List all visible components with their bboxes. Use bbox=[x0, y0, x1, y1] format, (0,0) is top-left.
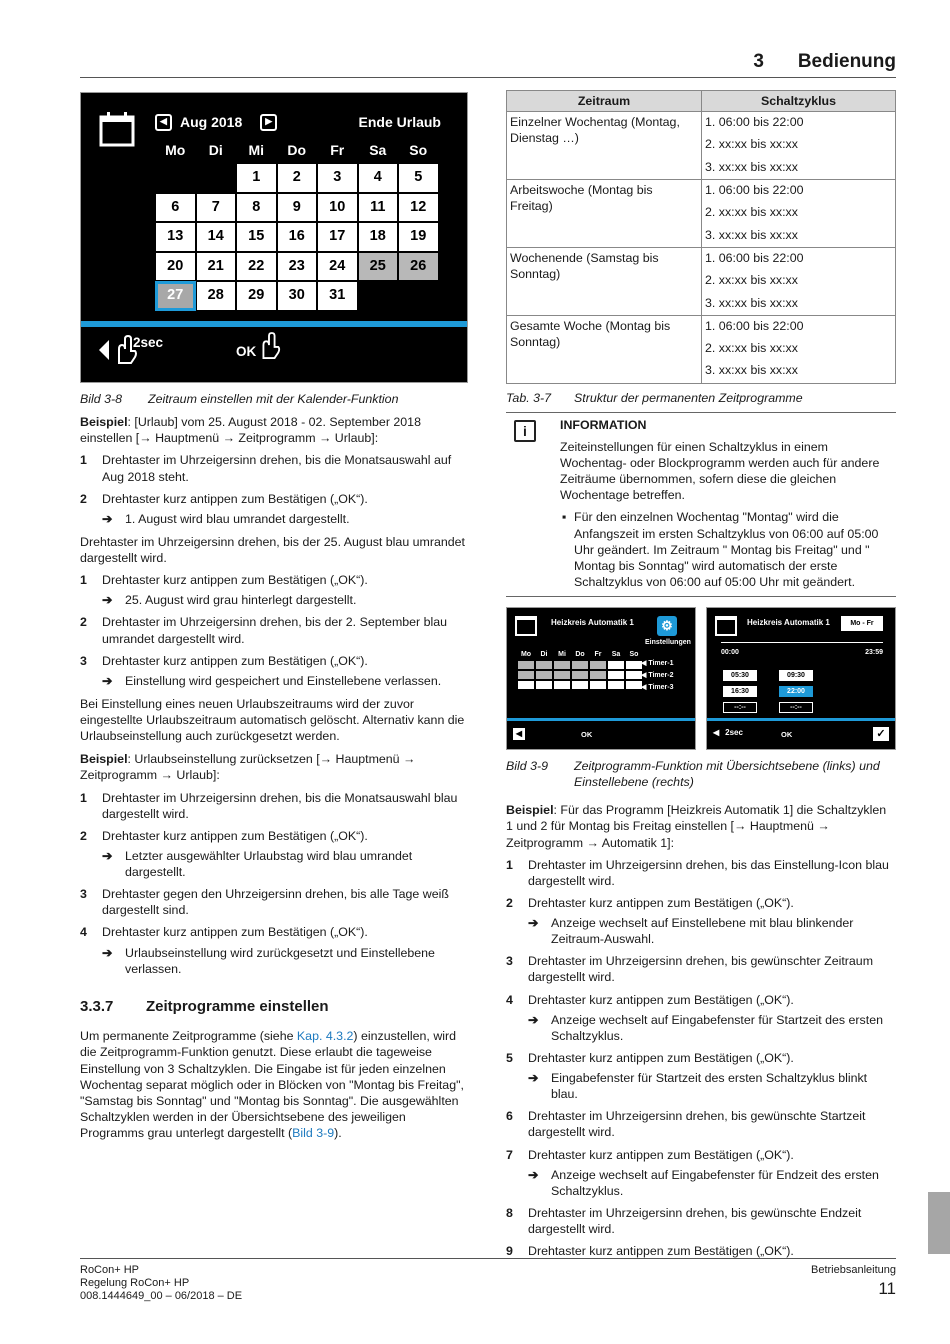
result-arrow-icon: ➔ bbox=[528, 916, 539, 931]
example-lead: Beispiel bbox=[506, 803, 554, 818]
step-text: Drehtaster im Uhrzeigersinn drehen, bis die Monatsauswahl auf Aug 2018 steht. bbox=[102, 453, 452, 484]
calendar-day[interactable]: 6 bbox=[155, 193, 196, 223]
empty-cell bbox=[398, 281, 439, 311]
calendar-day[interactable]: 29 bbox=[236, 281, 277, 311]
cycle-line: 3. xx:xx bis xx:xx bbox=[705, 295, 798, 310]
cycle3-end[interactable]: --:-- bbox=[779, 702, 813, 713]
information-box bbox=[506, 412, 896, 597]
calendar-day[interactable]: 20 bbox=[155, 252, 196, 282]
step-number: 3 bbox=[80, 887, 87, 902]
calendar-day[interactable]: 4 bbox=[358, 163, 399, 193]
step-text: Drehtaster im Uhrzeigersinn drehen, bis das Einstellung-Icon blau dargestellt wird. bbox=[528, 857, 889, 888]
calendar-day[interactable]: 22 bbox=[236, 252, 277, 282]
timer-item[interactable]: ◀ Timer-2 bbox=[641, 672, 674, 680]
screen-title: Heizkreis Automatik 1 bbox=[551, 618, 634, 628]
calendar-day[interactable]: 15 bbox=[236, 222, 277, 252]
schedule-table bbox=[506, 90, 896, 384]
step-item bbox=[506, 1050, 896, 1066]
example-lead: Beispiel bbox=[80, 752, 128, 767]
info-body bbox=[560, 417, 896, 590]
step-item bbox=[506, 1147, 896, 1163]
calendar-day[interactable]: 1 bbox=[236, 163, 277, 193]
back-arrow-icon[interactable]: ◀ bbox=[513, 728, 525, 740]
text: ). bbox=[334, 1126, 342, 1140]
step-text: Drehtaster kurz antippen zum Bestätigen („OK“). bbox=[528, 1050, 794, 1065]
step-text: Drehtaster kurz antippen zum Bestätigen („OK“). bbox=[528, 1244, 794, 1259]
prev-month-icon[interactable]: ◀ bbox=[155, 114, 172, 131]
program-icon bbox=[515, 616, 537, 636]
step-text: Drehtaster kurz antippen zum Bestätigen („OK“). bbox=[102, 828, 368, 843]
calendar-day[interactable]: 11 bbox=[358, 193, 399, 223]
info-icon: i bbox=[514, 420, 536, 442]
footer-doctype: Betriebsanleitung bbox=[810, 1264, 896, 1276]
result-text: 25. August wird grau hinterlegt dargestellt. bbox=[125, 593, 357, 608]
step-text: Drehtaster im Uhrzeigersinn drehen, bis gewünschte Endzeit dargestellt wird. bbox=[528, 1205, 862, 1237]
check-icon[interactable]: ✓ bbox=[873, 727, 889, 741]
calendar-day[interactable]: 31 bbox=[317, 281, 358, 311]
footer-subtitle: Regelung RoCon+ HP bbox=[80, 1277, 190, 1290]
result-arrow-icon: ➔ bbox=[102, 945, 113, 960]
chapter-tab-marker bbox=[928, 1192, 950, 1254]
step-number: 2 bbox=[80, 615, 87, 630]
calendar-day[interactable]: 7 bbox=[196, 193, 237, 223]
steps-list bbox=[506, 857, 896, 1260]
step-number: 7 bbox=[506, 1147, 513, 1162]
weekday-header bbox=[517, 650, 643, 659]
hand-press-icon bbox=[256, 331, 282, 361]
calendar-day[interactable]: 17 bbox=[317, 222, 358, 252]
step-number: 5 bbox=[506, 1050, 513, 1065]
empty-cell bbox=[358, 281, 399, 311]
result-arrow-icon: ➔ bbox=[102, 593, 113, 608]
settings-screen bbox=[706, 607, 896, 750]
calendar-screen bbox=[80, 92, 468, 383]
step-text: Drehtaster gegen den Uhrzeigersinn drehen, bis alle Tage weiß dargestellt sind. bbox=[102, 887, 449, 918]
step-result bbox=[506, 915, 896, 947]
screen-footer bbox=[513, 728, 525, 740]
example-lead: Beispiel bbox=[80, 415, 128, 430]
result-text: Eingabefenster für Startzeit des ersten Schaltzyklus blinkt blau. bbox=[551, 1071, 868, 1102]
period-cell: Gesamte Woche (Montag bis Sonntag) bbox=[507, 315, 702, 383]
step-item bbox=[80, 886, 470, 918]
calendar-day[interactable]: 8 bbox=[236, 193, 277, 223]
calendar-day[interactable]: 3 bbox=[317, 163, 358, 193]
timer-item[interactable]: ◀ Timer-1 bbox=[641, 660, 674, 668]
cycle2-start[interactable]: 16:30 bbox=[723, 686, 757, 697]
calendar-day[interactable]: 21 bbox=[196, 252, 237, 282]
steps-list bbox=[80, 572, 470, 689]
time-axis bbox=[721, 642, 883, 643]
cycle-cell bbox=[702, 112, 896, 180]
calendar-day[interactable]: 24 bbox=[317, 252, 358, 282]
step-text: Drehtaster im Uhrzeigersinn drehen, bis gewünschter Zeitraum dargestellt wird. bbox=[528, 954, 874, 985]
step-text: Drehtaster im Uhrzeigersinn drehen, bis die Monatsauswahl blau dargestellt wird. bbox=[102, 790, 458, 821]
steps-list bbox=[80, 790, 470, 977]
cycle1-start[interactable]: 05:30 bbox=[723, 670, 757, 681]
table-row bbox=[507, 112, 896, 180]
calendar-icon bbox=[99, 111, 135, 147]
empty-cell bbox=[155, 163, 196, 193]
step-number: 3 bbox=[506, 954, 513, 969]
table-body bbox=[507, 112, 896, 384]
back-arrow-icon[interactable]: ◀ bbox=[713, 728, 720, 738]
weekday-label: Mo bbox=[165, 142, 186, 158]
month-navigation bbox=[155, 113, 277, 131]
cycle-line: 3. xx:xx bis xx:xx bbox=[705, 159, 798, 174]
calendar-day[interactable]: 18 bbox=[358, 222, 399, 252]
hold-label: 2sec bbox=[725, 728, 743, 738]
step-item bbox=[506, 1205, 896, 1237]
weekday-label: Fr bbox=[594, 651, 602, 659]
text: ) einzustellen, wird die Zeitprogramm-Funktion genutzt. Diese erlaubt die tageweise Einstellung von 3 Schaltzyklen. Die Eingabe ist für jeden einzelnen Wochentag separat möglich oder in Blöcken von "Montag bis Freitag", "Samstag bis Sonntag" und "Montag bis Sonntag". Die ausgewählten Schaltzyklen werden in der Übersichtsebene des jeweiligen Programms grau unterlegt dargestellt ( bbox=[80, 1029, 464, 1140]
step-result bbox=[80, 848, 470, 880]
result-text: Anzeige wechselt auf Eingabefenster für Endzeit des ersten Schaltzyklus. bbox=[551, 1167, 879, 1198]
cycle-line: 2. xx:xx bis xx:xx bbox=[705, 205, 798, 220]
selection-bar bbox=[81, 321, 467, 327]
example-text: : Urlaubseinstellung zurücksetzen [→ Hauptmenü → Zeitprogramm → Urlaub]: bbox=[80, 752, 416, 783]
step-number: 9 bbox=[506, 1244, 513, 1259]
ok-label: OK bbox=[781, 730, 793, 740]
step-text: Drehtaster kurz antippen zum Bestätigen („OK“). bbox=[528, 895, 794, 910]
calendar-grid bbox=[155, 141, 439, 311]
calendar-day[interactable]: 26 bbox=[398, 252, 439, 282]
period-selector[interactable]: Mo - Fr bbox=[841, 616, 883, 631]
step-item bbox=[80, 828, 470, 844]
cycle-line: 2. xx:xx bis xx:xx bbox=[705, 137, 798, 152]
result-arrow-icon: ➔ bbox=[528, 1012, 539, 1027]
table-row bbox=[507, 180, 896, 248]
step-number: 1 bbox=[80, 453, 87, 468]
footer-product: RoCon+ HP bbox=[80, 1264, 140, 1276]
info-text: Zeiteinstellungen für einen Schaltzyklus in einem Wochentag- oder Blockprogramm werden auch für andere Zeiträume übernommen, sofern diese die gleichen Wochentage betreffen. bbox=[560, 439, 880, 503]
calendar-day[interactable]: 9 bbox=[277, 193, 318, 223]
cycle-line: 1. 06:00 bis 22:00 bbox=[705, 183, 804, 198]
paragraph: Drehtaster im Uhrzeigersinn drehen, bis der 25. August blau umrandet dargestellt wird. bbox=[80, 534, 466, 565]
bullet-text: Für den einzelnen Wochentag "Montag" wird die Anfangszeit im ersten Schaltzyklus von 06:00 auf 05:00 Uhr geändert. Im Zeitraum " Montag bis Freitag" und " Montag bis Sonntag" wird automatisch der erste Schaltzyklus von 06:00 auf 05:00 Uhr mit geändert. bbox=[574, 510, 879, 589]
axis-end: 23:59 bbox=[865, 649, 883, 657]
weekday-label: So bbox=[629, 651, 639, 659]
calendar-day[interactable]: 25 bbox=[358, 252, 399, 282]
back-arrow-icon bbox=[97, 338, 111, 362]
settings-label: Einstellungen bbox=[645, 639, 691, 647]
calendar-day[interactable]: 10 bbox=[317, 193, 358, 223]
step-result bbox=[80, 945, 470, 977]
cycle1-end[interactable]: 09:30 bbox=[779, 670, 813, 681]
figure-number: Bild 3-8 bbox=[80, 392, 123, 406]
weekday-label: Mi bbox=[558, 651, 566, 659]
ok-label: OK bbox=[236, 344, 257, 360]
cycle-line: 1. 06:00 bis 22:00 bbox=[705, 115, 804, 130]
step-number: 2 bbox=[80, 828, 87, 843]
right-column bbox=[506, 90, 896, 1259]
step-result bbox=[506, 1167, 896, 1199]
calendar-day[interactable]: 23 bbox=[277, 252, 318, 282]
next-month-icon[interactable]: ▶ bbox=[260, 114, 277, 131]
cycle3-start[interactable]: --:-- bbox=[723, 702, 757, 713]
section-title: Zeitprogramme einstellen bbox=[146, 997, 329, 1015]
section-heading bbox=[80, 997, 470, 1017]
cycle-cell bbox=[702, 315, 896, 383]
step-text: Drehtaster kurz antippen zum Bestätigen („OK“). bbox=[528, 1147, 794, 1162]
weekday-label: Do bbox=[575, 651, 585, 659]
table-caption bbox=[506, 390, 896, 406]
result-text: Anzeige wechselt auf Eingabefenster für Startzeit des ersten Schaltzyklus. bbox=[551, 1012, 883, 1043]
timer-item[interactable]: ◀ Timer-3 bbox=[641, 684, 674, 692]
program-icon bbox=[715, 616, 737, 636]
figure-number: Bild 3-9 bbox=[506, 759, 549, 774]
result-text: 1. August wird blau umrandet dargestellt. bbox=[125, 511, 350, 526]
footer-docnum: 008.1444649_00 – 06/2018 – DE bbox=[80, 1290, 243, 1303]
selection-bar bbox=[707, 718, 895, 721]
step-number: 1 bbox=[80, 573, 87, 588]
step-result bbox=[80, 592, 470, 608]
example-paragraph bbox=[80, 414, 470, 446]
weekday-label: Sa bbox=[369, 142, 387, 158]
example-text: : Für das Programm [Heizkreis Automatik 1] die Schaltzyklen 1 und 2 für Montag bis Freitag einstellen [→ Hauptmenü → Zeitprogramm → Automatik 1]: bbox=[506, 803, 887, 850]
table-number: Tab. 3-7 bbox=[506, 390, 552, 405]
period-cell: Einzelner Wochentag (Montag, Dienstag …) bbox=[507, 112, 702, 180]
page-footer bbox=[80, 1258, 896, 1304]
calendar-day[interactable]: 19 bbox=[398, 222, 439, 252]
step-text: Drehtaster kurz antippen zum Bestätigen („OK“). bbox=[102, 925, 368, 940]
calendar-day[interactable]: 30 bbox=[277, 281, 318, 311]
left-column bbox=[80, 92, 470, 1141]
step-item bbox=[80, 614, 470, 646]
day-grid bbox=[155, 163, 439, 311]
result-arrow-icon: ➔ bbox=[528, 1167, 539, 1182]
figure-caption-text: Zeitraum einstellen mit der Kalender-Funktion bbox=[148, 392, 399, 406]
column-header: Schaltzyklus bbox=[702, 91, 896, 112]
chapter-title: Bedienung bbox=[797, 51, 896, 72]
weekday-label: Do bbox=[287, 142, 307, 158]
step-number: 6 bbox=[506, 1109, 513, 1124]
example-paragraph bbox=[80, 751, 470, 783]
step-item bbox=[506, 992, 896, 1008]
calendar-day[interactable]: 14 bbox=[196, 222, 237, 252]
calendar-day[interactable]: 2 bbox=[277, 163, 318, 193]
page-header bbox=[80, 48, 896, 78]
calendar-day[interactable]: 5 bbox=[398, 163, 439, 193]
section-number: 3.3.7 bbox=[80, 997, 114, 1015]
info-bullet bbox=[560, 509, 896, 590]
figure-caption bbox=[506, 758, 896, 790]
step-number: 8 bbox=[506, 1205, 513, 1220]
step-item bbox=[80, 653, 470, 669]
hold-label: 2sec bbox=[133, 335, 164, 351]
steps-list bbox=[80, 452, 470, 527]
step-number: 1 bbox=[80, 790, 87, 805]
page-number: 11 bbox=[878, 1279, 896, 1299]
month-label: Aug 2018 bbox=[180, 114, 243, 130]
step-number: 4 bbox=[506, 992, 513, 1007]
step-item bbox=[80, 491, 470, 507]
cycle2-end[interactable]: 22:00 bbox=[779, 686, 813, 697]
text: Um permanente Zeitprogramme (siehe bbox=[80, 1029, 297, 1044]
result-text: Einstellung wird gespeichert und Einstellebene verlassen. bbox=[125, 673, 442, 688]
step-text: Drehtaster kurz antippen zum Bestätigen („OK“). bbox=[528, 992, 794, 1007]
step-text: Drehtaster kurz antippen zum Bestätigen („OK“). bbox=[102, 491, 368, 506]
example-paragraph bbox=[506, 802, 896, 850]
figure-screens bbox=[506, 607, 896, 750]
calendar-day[interactable]: 13 bbox=[155, 222, 196, 252]
overview-screen bbox=[506, 607, 696, 750]
weekday-label: So bbox=[409, 142, 428, 158]
result-arrow-icon: ➔ bbox=[102, 511, 113, 526]
weekday-label: Mi bbox=[248, 142, 265, 158]
timer-list bbox=[641, 658, 674, 694]
step-result bbox=[506, 1012, 896, 1044]
table-row bbox=[507, 315, 896, 383]
step-item bbox=[506, 895, 896, 911]
result-text: Urlaubseinstellung wird zurückgesetzt und Einstellebene verlassen. bbox=[125, 945, 435, 976]
back-hold-hint bbox=[713, 728, 743, 738]
period-cell: Wochenende (Samstag bis Sonntag) bbox=[507, 247, 702, 315]
table-caption-text: Struktur der permanenten Zeitprogramme bbox=[574, 390, 803, 405]
cycle-cell bbox=[702, 247, 896, 315]
step-text: Drehtaster im Uhrzeigersinn drehen, bis gewünschte Startzeit dargestellt wird. bbox=[528, 1109, 866, 1140]
bullet-icon: ▪ bbox=[562, 510, 567, 525]
info-title: INFORMATION bbox=[560, 417, 647, 432]
step-item bbox=[506, 1243, 896, 1259]
result-arrow-icon: ➔ bbox=[102, 673, 113, 688]
chapter-number: 3 bbox=[753, 51, 764, 72]
weekday-label: Sa bbox=[611, 651, 621, 659]
result-text: Letzter ausgewählter Urlaubstag wird blau umrandet dargestellt. bbox=[125, 848, 413, 879]
example-text: : [Urlaub] vom 25. August 2018 - 02. September 2018 einstellen [→ Hauptmenü → Zeitprogramm → Urlaub]: bbox=[80, 415, 421, 446]
step-number: 2 bbox=[506, 895, 513, 910]
step-number: 1 bbox=[506, 857, 513, 872]
cycle-line: 1. 06:00 bis 22:00 bbox=[705, 318, 804, 333]
empty-cell bbox=[196, 163, 237, 193]
step-item bbox=[80, 572, 470, 588]
step-text: Drehtaster kurz antippen zum Bestätigen („OK“). bbox=[102, 573, 368, 588]
cycle-line: 3. xx:xx bis xx:xx bbox=[705, 227, 798, 242]
step-item bbox=[80, 790, 470, 822]
weekday-header bbox=[155, 141, 439, 163]
end-vacation-label: Ende Urlaub bbox=[358, 114, 441, 130]
step-text: Drehtaster im Uhrzeigersinn drehen, bis der 2. September blau umrandet dargestellt wird. bbox=[102, 615, 448, 646]
step-result bbox=[80, 673, 470, 689]
section-paragraph bbox=[80, 1028, 470, 1141]
calendar-day[interactable]: 28 bbox=[196, 281, 237, 311]
screen-title: Heizkreis Automatik 1 bbox=[747, 618, 830, 628]
footer-right bbox=[811, 1264, 896, 1300]
weekday-label: Di bbox=[540, 651, 548, 659]
column-header: Zeitraum bbox=[507, 91, 702, 112]
figure-caption-text: Zeitprogramm-Funktion mit Übersichtsebene (links) und Einstellebene (rechts) bbox=[574, 759, 880, 790]
gear-icon[interactable]: ⚙ bbox=[657, 616, 677, 636]
axis-start: 00:00 bbox=[721, 649, 739, 657]
calendar-day[interactable]: 27 bbox=[155, 281, 196, 311]
cycle-cell bbox=[702, 180, 896, 248]
cycle-line: 3. xx:xx bis xx:xx bbox=[705, 363, 798, 378]
step-item bbox=[80, 924, 470, 940]
ok-label: OK bbox=[581, 730, 593, 740]
chapter-link[interactable]: Kap. 4.3.2 bbox=[296, 1029, 354, 1044]
paragraph: Bei Einstellung eines neuen Urlaubszeitraums wird der zuvor eingestellte Urlaubszeitraum automatisch gelöscht. Alternativ kann die Urlaubseinstellung auch zurückgesetzt werden. bbox=[80, 696, 465, 744]
step-item bbox=[506, 857, 896, 889]
ok-hint bbox=[236, 343, 282, 361]
weekday-label: Mo bbox=[520, 651, 532, 659]
step-item bbox=[506, 953, 896, 985]
figure-link[interactable]: Bild 3-9 bbox=[292, 1126, 335, 1140]
weekday-label: Di bbox=[208, 142, 223, 158]
calendar-day[interactable]: 12 bbox=[398, 193, 439, 223]
step-number: 2 bbox=[80, 491, 87, 506]
step-item bbox=[80, 452, 470, 484]
step-item bbox=[506, 1108, 896, 1140]
calendar-day[interactable]: 16 bbox=[277, 222, 318, 252]
period-cell: Arbeitswoche (Montag bis Freitag) bbox=[507, 180, 702, 248]
step-result bbox=[506, 1070, 896, 1102]
back-hold-hint bbox=[97, 335, 163, 365]
cycle-line: 1. 06:00 bis 22:00 bbox=[705, 250, 804, 265]
weekday-label: Fr bbox=[330, 142, 345, 158]
cycle-line: 2. xx:xx bis xx:xx bbox=[705, 341, 798, 356]
cycle-line: 2. xx:xx bis xx:xx bbox=[705, 273, 798, 288]
figure-caption bbox=[80, 391, 470, 407]
step-number: 4 bbox=[80, 925, 87, 940]
cycle-grid bbox=[517, 660, 643, 690]
result-arrow-icon: ➔ bbox=[102, 848, 113, 863]
result-text: Anzeige wechselt auf Einstellebene mit blau blinkender Zeitraum-Auswahl. bbox=[551, 916, 854, 947]
step-text: Drehtaster kurz antippen zum Bestätigen („OK“). bbox=[102, 653, 368, 668]
selection-bar bbox=[507, 718, 695, 721]
step-result bbox=[80, 511, 470, 527]
step-number: 3 bbox=[80, 653, 87, 668]
result-arrow-icon: ➔ bbox=[528, 1071, 539, 1086]
table-row bbox=[507, 247, 896, 315]
